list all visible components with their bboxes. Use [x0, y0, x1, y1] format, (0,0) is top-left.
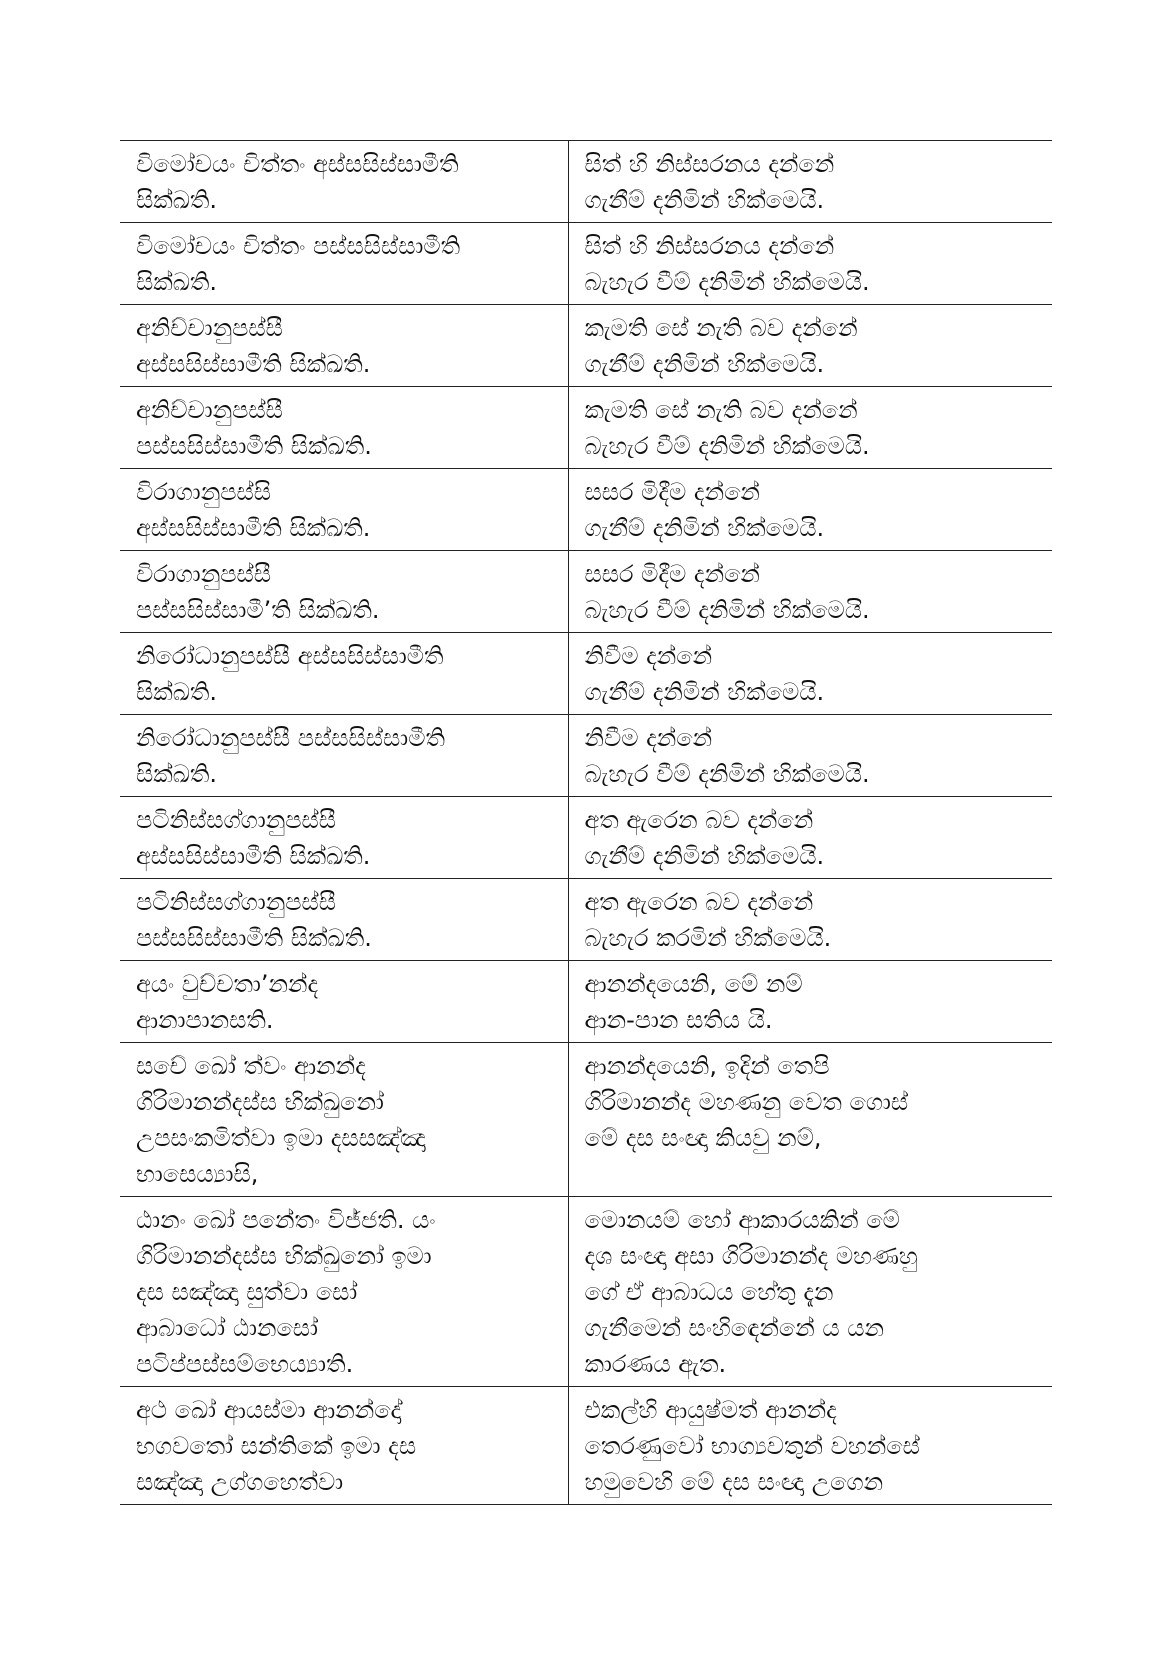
pali-cell: ඨානං ඛෝ පනේතං විජ්ජති. යං ගිරිමානන්දස්ස භික්ඛුනෝ ඉමා දස සඤ්ඤා සුත්වා සෝ ආබාධෝ ඨානසෝ පටිප්පස්සම්භෙය්‍යාති. — [120, 1197, 568, 1387]
sinhala-cell: කැමති සේ නැති බව දන්නේ බැහැර වීම් දනිමින් හික්මෙයි. — [584, 396, 870, 460]
pali-cell: විමෝචයං චිත්තං පස්සසිස්සාමීති සික්ඛති. — [120, 223, 568, 305]
parallel-text-table — [120, 140, 1052, 1505]
table-row — [120, 797, 1052, 879]
sinhala-cell: නිවීම දන්නේ ගැනීම් දනිමින් හික්මෙයි. — [584, 642, 825, 706]
table-row — [120, 387, 1052, 469]
table-row — [120, 961, 1052, 1043]
pali-cell: අයං වුච්චතා’නන්ද ආනාපානසති. — [120, 961, 568, 1043]
sinhala-cell: කැමති සේ නැති බව දන්නේ ගැනීම් දනිමින් හික්මෙයි. — [584, 314, 858, 378]
table-row — [120, 1387, 1052, 1505]
sinhala-cell: එකල්හි ආයුෂ්මත් ආනන්ද තෙරණුවෝ භාග්‍යවතුන් වහන්සේ හමුවෙහි මේ දස සංඥා උගෙන — [584, 1396, 920, 1496]
table-row — [120, 469, 1052, 551]
table-row — [120, 879, 1052, 961]
sinhala-cell: අත ඇරෙන බව දන්නේ බැහැර කරමින් හික්මෙයි. — [584, 888, 832, 952]
table-row — [120, 633, 1052, 715]
pali-cell: පටිනිස්සග්ගානුපස්සී අස්සසිස්සාමීති සික්ඛති. — [120, 797, 568, 879]
sinhala-cell: සිත් හි නිස්සරනය දන්නේ ගැනීම් දනිමින් හික්මෙයි. — [584, 150, 835, 214]
document-page — [120, 140, 1052, 1505]
table-row — [120, 1197, 1052, 1387]
pali-cell: විමෝචයං චිත්තං අස්සසිස්සාමීති සික්ඛති. — [120, 141, 568, 223]
pali-cell: පටිනිස්සග්ගානුපස්සී පස්සසිස්සාමීති සික්ඛති. — [120, 879, 568, 961]
pali-cell: අනිච්චානුපස්සී අස්සසිස්සාමීති සික්ඛති. — [120, 305, 568, 387]
sinhala-cell: අත ඇරෙන බව දන්නේ ගැනීම් දනිමින් හික්මෙයි. — [584, 806, 825, 870]
pali-cell: සචේ ඛෝ ත්වං ආනන්ද ගිරිමානන්දස්ස භික්ඛුනෝ උපසංකමිත්වා ඉමා දසසඤ්ඤා භාසෙය්‍යාසි, — [120, 1043, 568, 1197]
pali-cell: නිරෝධානුපස්සී පස්සසිස්සාමීති සික්ඛති. — [120, 715, 568, 797]
table-body — [120, 141, 1052, 1505]
pali-cell: අනිච්චානුපස්සී පස්සසිස්සාමීති සික්ඛති. — [120, 387, 568, 469]
sinhala-cell: නිවීම දන්නේ බැහැර වීම් දනිමින් හික්මෙයි. — [584, 724, 870, 788]
sinhala-cell: සිත් හි නිස්සරනය දන්නේ බැහැර වීම් දනිමින් හික්මෙයි. — [584, 232, 870, 296]
table-row — [120, 141, 1052, 223]
table-row — [120, 1043, 1052, 1197]
table-row — [120, 551, 1052, 633]
pali-cell: නිරෝධානුපස්සී අස්සසිස්සාමීති සික්ඛති. — [120, 633, 568, 715]
pali-cell: විරාගානුපස්සි අස්සසිස්සාමීති සික්ඛති. — [120, 469, 568, 551]
sinhala-cell: සසර මිදීම දන්නේ බැහැර වීම් දනිමින් හික්මෙයි. — [584, 560, 870, 624]
table-row — [120, 305, 1052, 387]
sinhala-cell: ආනන්දයෙනි, ඉදින් තෙපි ගිරිමානන්ද මහණනු වෙත ගොස් මේ දස සංඥා කියවු නම්, — [584, 1052, 909, 1152]
table-row — [120, 715, 1052, 797]
pali-cell: විරාගානුපස්සී පස්සසිස්සාමී’ති සික්ඛති. — [120, 551, 568, 633]
sinhala-cell: මොනයම් හෝ ආකාරයකින් මේ දශ සංඥා අසා ගිරිමානන්ද මහණහු ගේ ඒ ආබාධය හේතු දැන ගැනීමෙන් සංහිඳෙන්නේ ය යන කාරණය ඇත. — [584, 1206, 918, 1378]
sinhala-cell: ආනන්දයෙනි, මේ නම් ආන-පාන සතිය යි. — [584, 970, 803, 1034]
sinhala-cell: සසර මිදීම දන්නේ ගැනීම් දනිමින් හික්මෙයි. — [584, 478, 825, 542]
pali-cell: අථ ඛෝ ආයස්මා ආනන්දෝ භගවතෝ සන්තිකේ ඉමා දස සඤ්ඤා උග්ගහෙත්වා — [120, 1387, 568, 1505]
table-row — [120, 223, 1052, 305]
